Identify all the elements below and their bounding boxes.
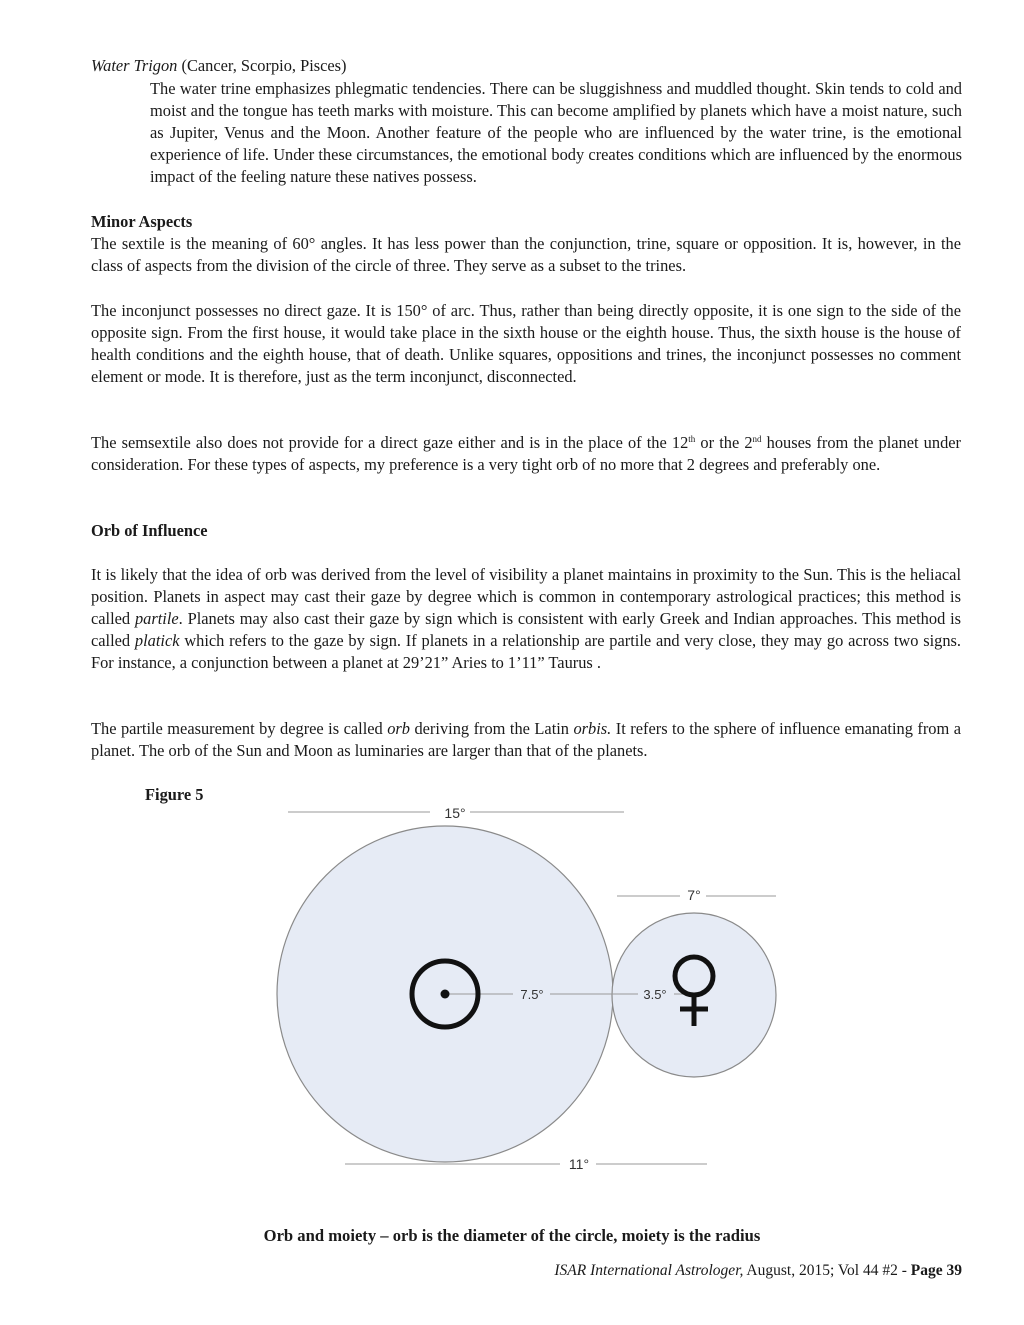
combined-label: 11° [568, 1156, 590, 1172]
figure-label: Figure 5 [145, 785, 204, 804]
water-trigon-title: Water Trigon [91, 56, 178, 75]
sun-moiety-label: 7.5° [520, 987, 544, 1002]
venus-moiety-label: 3.5° [643, 987, 667, 1002]
term-orb: orb [387, 719, 410, 738]
superscript-nd: nd [752, 434, 762, 444]
orb-p1-text-a: It is likely that the idea of orb was derived from the level of visibility a planet maintains in proximity to the Sun. This is the heliacal position. Planets in aspect may cast their gaze by degree which is common in contemporary astrological practices; this method is called [91, 565, 961, 628]
semisextile-text-c: houses from the planet under consideration. For these types of aspects, my preference is a very tight orb of no more that 2 degrees and preferably one. [91, 433, 962, 474]
sun-orb-label: 15° [444, 805, 466, 821]
orb-of-influence-heading: Orb of Influence [91, 521, 208, 540]
semisextile-text-b: or the 2 [695, 433, 753, 452]
semisextile-paragraph [91, 432, 961, 476]
term-partile: partile [134, 609, 179, 628]
water-trigon-signs: (Cancer, Scorpio, Pisces) [177, 56, 347, 75]
orb-p2-text-c: It refers to the sphere of influence emanating from a planet. The orb of the Sun and Moon as luminaries are larger than that of the planets. [91, 719, 961, 760]
footer-publication: ISAR International Astrologer, [554, 1262, 744, 1279]
orb-paragraph-2 [91, 718, 961, 762]
orb-p2-text-b: deriving from the Latin [409, 719, 574, 738]
orb-p1-text-b: . Planets may also cast their gaze by sign which is consistent with early Greek and Indian approaches. This method is called [91, 609, 962, 650]
water-trigon-title-line [91, 55, 961, 77]
figure-caption: Orb and moiety – orb is the diameter of the circle, moiety is the radius [263, 1226, 761, 1245]
venus-orb-label: 7° [687, 887, 701, 903]
term-platick: platick [134, 631, 180, 650]
superscript-th: th [688, 434, 696, 444]
orb-moiety-diagram [270, 790, 790, 1220]
semisextile-text-a: The semsextile also does not provide for a direct gaze either and is in the place of the 12 [91, 433, 689, 452]
orb-p1-text-c: which refers to the gaze by sign. If planets in a relationship are partile and very close, they may go across two signs. For instance, a conjunction between a planet at 29’21” Aries to 1’11” Taurus . [91, 631, 961, 672]
footer-issue: August, 2015; Vol 44 #2 - [743, 1262, 911, 1279]
term-orbis: orbis. [573, 719, 612, 738]
footer-page-number: Page 39 [910, 1262, 962, 1279]
orb-paragraph-1 [91, 564, 961, 674]
sextile-paragraph: The sextile is the meaning of 60° angles. It has less power than the conjunction, trine, square or opposition. It is, however, in the class of aspects from the division of the circle of three. They serve as a subset to the trines. [91, 234, 961, 275]
water-trigon-body: The water trine emphasizes phlegmatic tendencies. There can be sluggishness and muddled thought. Skin tends to cold and moist and the tongue has teeth marks with moisture. This can become amplified by planets which have a moist nature, such as Jupiter, Venus and the Moon. Another feature of the people who are influenced by the water trine, is the emotional experience of life. Under these circumstances, the emotional body creates conditions which are influenced by the enormous impact of the feeling nature these natives possess. [150, 79, 962, 186]
page-footer [554, 1262, 962, 1280]
minor-aspects-heading: Minor Aspects [91, 212, 193, 231]
inconjunct-paragraph: The inconjunct possesses no direct gaze. It is 150° of arc. Thus, rather than being directly opposite, it is one sign to the side of the opposite sign. From the first house, it would take place in the sixth house or the eighth house. Thus, the sixth house is the house of health conditions and the eighth house, that of death. Unlike squares, oppositions and trines, the inconjunct possesses no comment element or mode. It is therefore, just as the term inconjunct, disconnected. [91, 301, 961, 386]
orb-p2-text-a: The partile measurement by degree is called [91, 719, 388, 738]
